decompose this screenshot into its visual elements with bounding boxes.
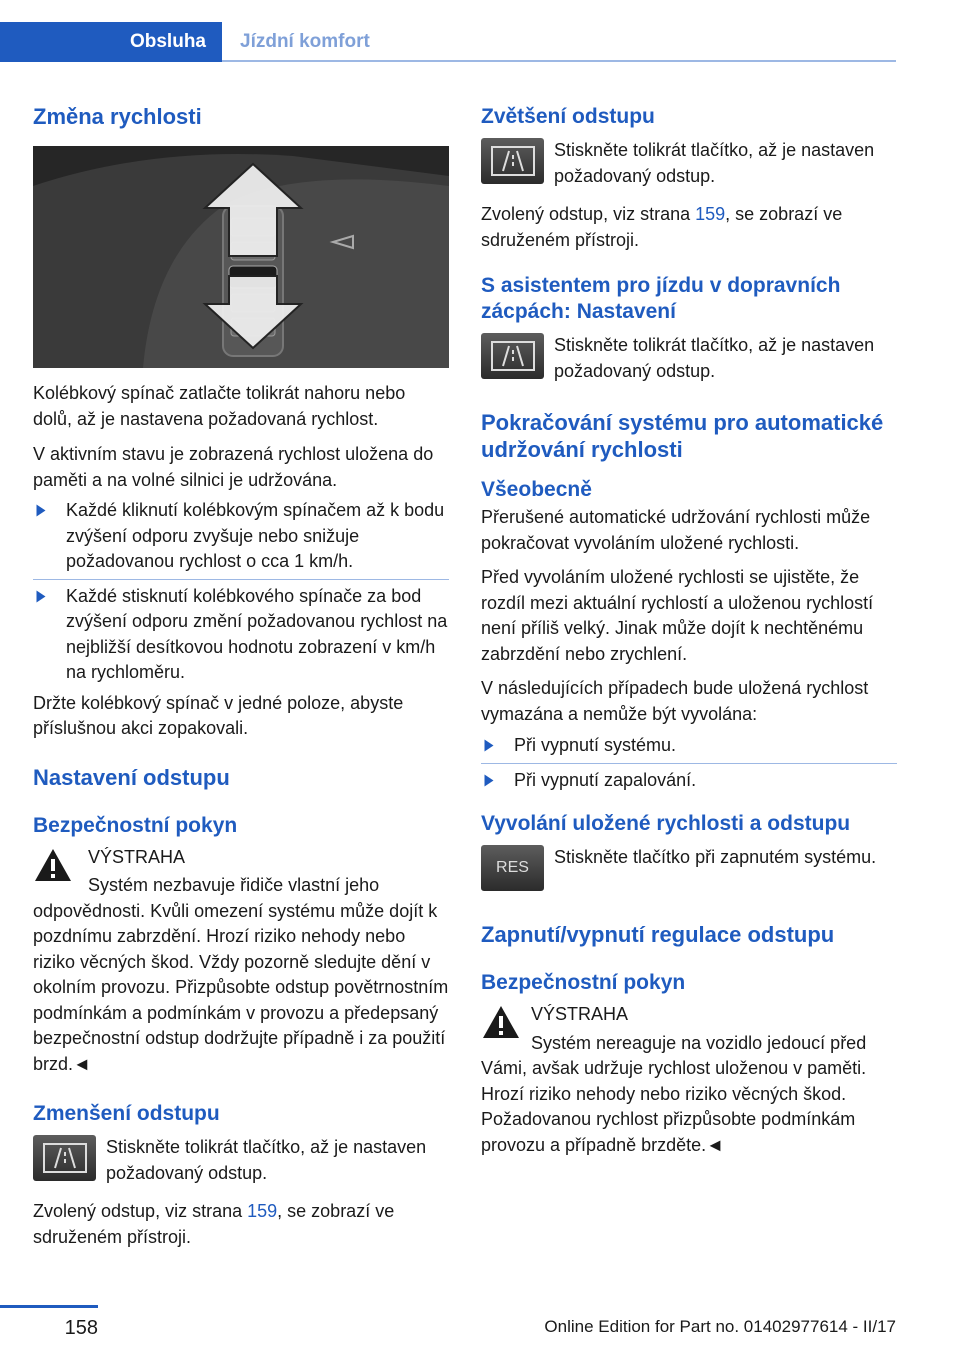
general-paragraph-1: Přerušené automatické udržování rychlosti může pokračovat vyvoláním uložené rychlosti.: [481, 507, 871, 553]
warning-title: VÝSTRAHA: [531, 1004, 629, 1024]
warning-block: [33, 845, 449, 1078]
list-divider: [481, 763, 897, 764]
distance-button-icon: [481, 138, 544, 184]
heading-recall: Vyvolání uložené rychlosti a odstupu: [481, 812, 851, 835]
heading-decrease-distance: Zmenšení odstupu: [33, 1102, 220, 1125]
steering-wheel-rocker-image: [33, 146, 449, 368]
warning-text: Systém nezbavuje řidiče vlastní jeho odpovědnosti. Kvůli omezení systému může dojít k pozdnímu zabrzdění. Hrozí riziko nehody nebo riziko věcných škod. Vždy pozorně sledujte dění v okolním provozu. Přizpůsobte odstup povětrnostním podmínkám a podmínkám v provozu a předepsaný bezpečnostní odstup dodržujte případně i za použití brzd.◄: [33, 875, 449, 1074]
bullet-triangle-icon: [485, 740, 494, 752]
tab-jizdni-komfort[interactable]: Jízdní komfort: [240, 31, 370, 52]
decrease-reference: Zvolený odstup, viz strana 159, se zobrazí ve sdruženém přístroji.: [33, 1201, 395, 1247]
increase-instruction: Stiskněte tolikrát tlačítko, až je nastaven požadovaný odstup.: [554, 140, 875, 186]
left-column: [33, 100, 449, 1250]
heading-traffic-jam: S asistentem pro jízdu v dopravních zácpách: Nastavení: [481, 274, 841, 323]
list-item: Při vypnutí zapalování.: [481, 768, 897, 794]
decrease-instruction: Stiskněte tolikrát tlačítko, až je nastaven požadovaný odstup.: [106, 1137, 427, 1183]
tab-obsluha[interactable]: Obsluha: [0, 22, 222, 62]
list-item: Každé kliknutí kolébkovým spínačem až k bodu zvýšení odporu zvyšuje nebo snižuje požadovanou rychlost o cca 1 km/h.: [33, 498, 449, 575]
list-divider: [33, 579, 449, 580]
increase-reference: Zvolený odstup, viz strana 159, se zobrazí ve sdruženém přístroji.: [481, 204, 843, 250]
tab-underline: [222, 60, 896, 62]
paragraph-rocker: Kolébkový spínač zatlačte tolikrát nahoru nebo dolů, až je nastavena požadovaná rychlost.: [33, 383, 406, 429]
heading-onoff-distance: Zapnutí/vypnutí regulace odstupu: [481, 922, 835, 947]
recall-instruction: Stiskněte tlačítko při zapnutém systému.: [554, 847, 877, 867]
recall-row: [481, 845, 897, 899]
page-link-159[interactable]: 159: [247, 1201, 278, 1221]
res-button-icon: [481, 845, 544, 891]
traffic-jam-row: [481, 333, 897, 387]
general-paragraph-2: Před vyvoláním uložené rychlosti se ujistěte, že rozdíl mezi aktuální rychlostí a uloženou rychlostí není příliš velký. Jinak může dojít k nechtěnému zabrzdění nebo zrychlení.: [481, 567, 874, 664]
traffic-jam-instruction: Stiskněte tolikrát tlačítko, až je nastaven požadovaný odstup.: [554, 335, 875, 381]
heading-increase-distance: Zvětšení odstupu: [481, 105, 655, 128]
chapter-tabs: [0, 22, 896, 62]
warning-title: VÝSTRAHA: [88, 846, 186, 867]
heading-distance-setting: Nastavení odstupu: [33, 764, 230, 790]
decrease-row: [33, 1135, 449, 1189]
paragraph-hold: Držte kolébkový spínač v jedné poloze, abyste příslušnou akci zopakovali.: [33, 692, 404, 738]
heading-continue-cruise: Pokračování systému pro automatické udržování rychlosti: [481, 410, 884, 462]
increase-row: [481, 138, 897, 192]
bullet-triangle-icon: [485, 774, 494, 786]
heading-general: Všeobecně: [481, 478, 592, 501]
warning-text: Systém nereaguje na vozidlo jedoucí před Vámi, avšak udržuje rychlost uloženou v paměti. Hrozí riziko nehody nebo riziko věcných škod. Požadovanou rychlost přizpůsobte podmínkám provozu a případně brzděte.◄: [481, 1032, 867, 1155]
right-column: [481, 100, 897, 1158]
list-item: Při vypnutí systému.: [481, 733, 897, 759]
heading-speed-change: Změna rychlosti: [33, 104, 202, 129]
warning-triangle-icon: [33, 847, 73, 883]
rocker-switch-illustration: [33, 146, 449, 368]
list-item: Každé stisknutí kolébkového spínače za bod zvýšení odporu změní požadovanou rychlost na nejbližší desítkovou hodnotu zobrazení v km/h na rychloměru.: [33, 584, 449, 686]
heading-safety-note-2: Bezpečnostní pokyn: [481, 971, 686, 994]
heading-safety-note: Bezpečnostní pokyn: [33, 813, 238, 837]
footer-rule: [0, 1305, 98, 1308]
warning-block-2: [481, 1002, 897, 1158]
page-link-159[interactable]: 159: [695, 204, 726, 224]
general-paragraph-3: V následujících případech bude uložená rychlost vymazána a nemůže být vyvolána:: [481, 678, 869, 724]
res-label: RES: [496, 859, 529, 876]
speed-bullet-list: [33, 498, 449, 686]
bullet-triangle-icon: [37, 505, 46, 517]
page-number: 158: [64, 1317, 98, 1339]
paragraph-active-state: V aktivním stavu je zobrazená rychlost uložena do paměti a na volné silnici je udržována.: [33, 444, 434, 490]
erase-bullet-list: [481, 733, 897, 793]
bullet-triangle-icon: [37, 590, 46, 602]
edition-note: Online Edition for Part no. 01402977614 - II/17: [544, 1317, 896, 1336]
warning-triangle-icon: [481, 1004, 521, 1040]
distance-button-icon: [481, 333, 544, 379]
distance-button-icon: [33, 1135, 96, 1181]
